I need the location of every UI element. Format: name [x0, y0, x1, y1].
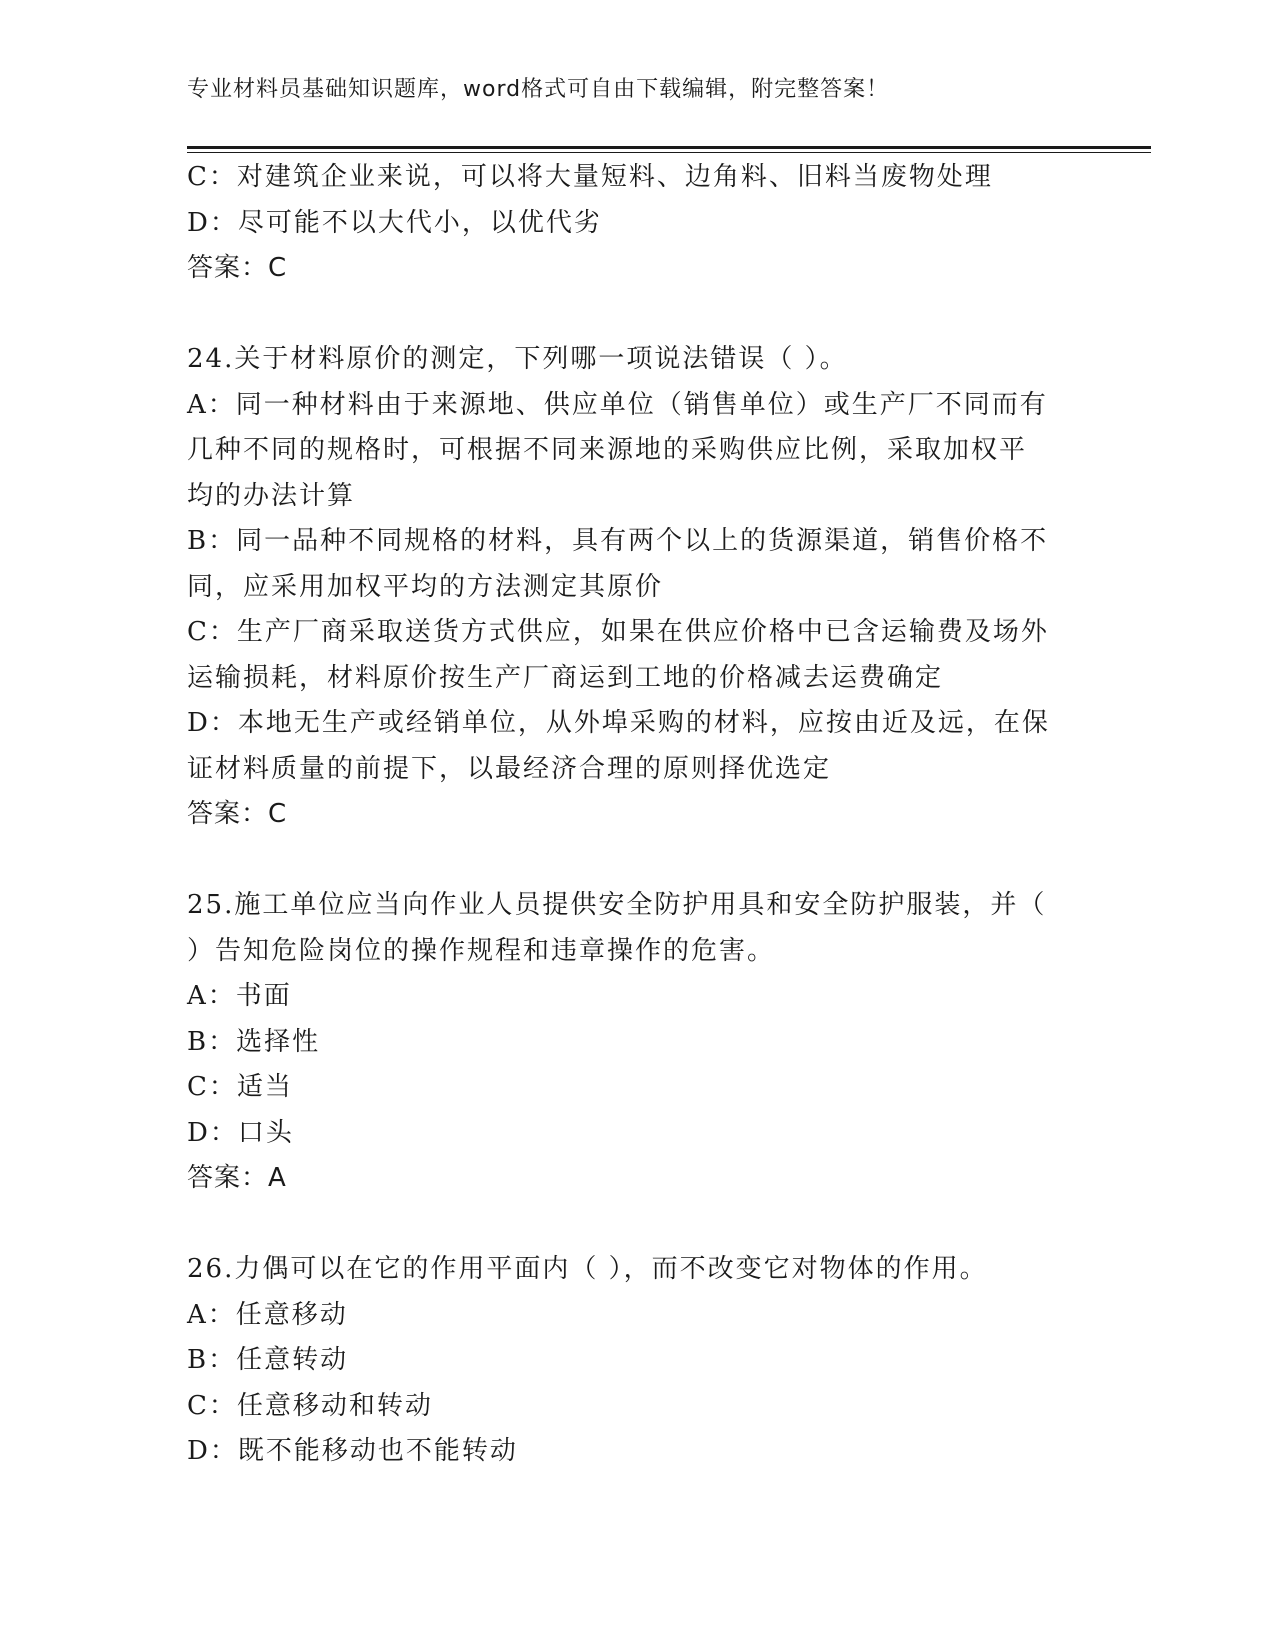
- option-line: C：任意移动和转动: [187, 1390, 433, 1421]
- question-line: ）告知危险岗位的操作规程和违章操作的危害。: [187, 935, 776, 966]
- answer-line: 答案：C: [187, 799, 288, 829]
- option-line: 证材料质量的前提下，以最经济合理的原则择优选定: [187, 753, 832, 784]
- answer-line: 答案：A: [187, 1163, 287, 1193]
- spacer: [187, 292, 1077, 338]
- header-divider-thin: [187, 152, 1151, 153]
- question-line: 24.关于材料原价的测定，下列哪一项说法错误（ ）。: [187, 344, 848, 374]
- option-line: D：尽可能不以大代小，以优代劣: [187, 207, 602, 238]
- option-line: C：对建筑企业来说，可以将大量短料、边角料、旧料当废物处理: [187, 162, 993, 192]
- option-line: A：同一种材料由于来源地、供应单位（销售单位）或生产厂不同而有: [187, 389, 1048, 420]
- option-line: 几种不同的规格时，可根据不同来源地的采购供应比例，采取加权平: [187, 435, 1028, 465]
- option-line: C：适当: [187, 1072, 293, 1102]
- option-line: C：生产厂商采取送货方式供应，如果在供应价格中已含运输费及场外: [187, 617, 1049, 647]
- question-25: [187, 883, 1077, 1202]
- question-line: 25.施工单位应当向作业人员提供安全防护用具和安全防护服装，并（: [187, 890, 1047, 920]
- option-line: 运输损耗，材料原价按生产厂商运到工地的价格减去运费确定: [187, 662, 944, 693]
- answer-line: 答案：C: [187, 253, 288, 283]
- option-line: A：书面: [187, 981, 292, 1011]
- page-header: 专业材料员基础知识题库，word格式可自由下载编辑，附完整答案！: [187, 77, 890, 102]
- option-line: D：口头: [187, 1117, 294, 1148]
- option-line: B：选择性: [187, 1026, 321, 1057]
- option-line: 均的办法计算: [187, 480, 356, 511]
- option-line: A：任意移动: [187, 1299, 348, 1330]
- question-26: [187, 1247, 1077, 1475]
- option-line: B：任意转动: [187, 1345, 349, 1375]
- spacer: [187, 838, 1077, 884]
- spacer: [187, 1202, 1077, 1248]
- option-line: 同，应采用加权平均的方法测定其原价: [187, 571, 664, 602]
- option-line: B：同一品种不同规格的材料，具有两个以上的货源渠道，销售价格不: [187, 526, 1049, 556]
- header-divider-thick: [187, 146, 1151, 149]
- option-line: D：既不能移动也不能转动: [187, 1436, 518, 1466]
- question-24: [187, 337, 1077, 838]
- question-line: 26.力偶可以在它的作用平面内（ ），而不改变它对物体的作用。: [187, 1254, 988, 1284]
- document-body: [187, 155, 1077, 1475]
- option-line: D：本地无生产或经销单位，从外埠采购的材料，应按由近及远，在保: [187, 708, 1050, 738]
